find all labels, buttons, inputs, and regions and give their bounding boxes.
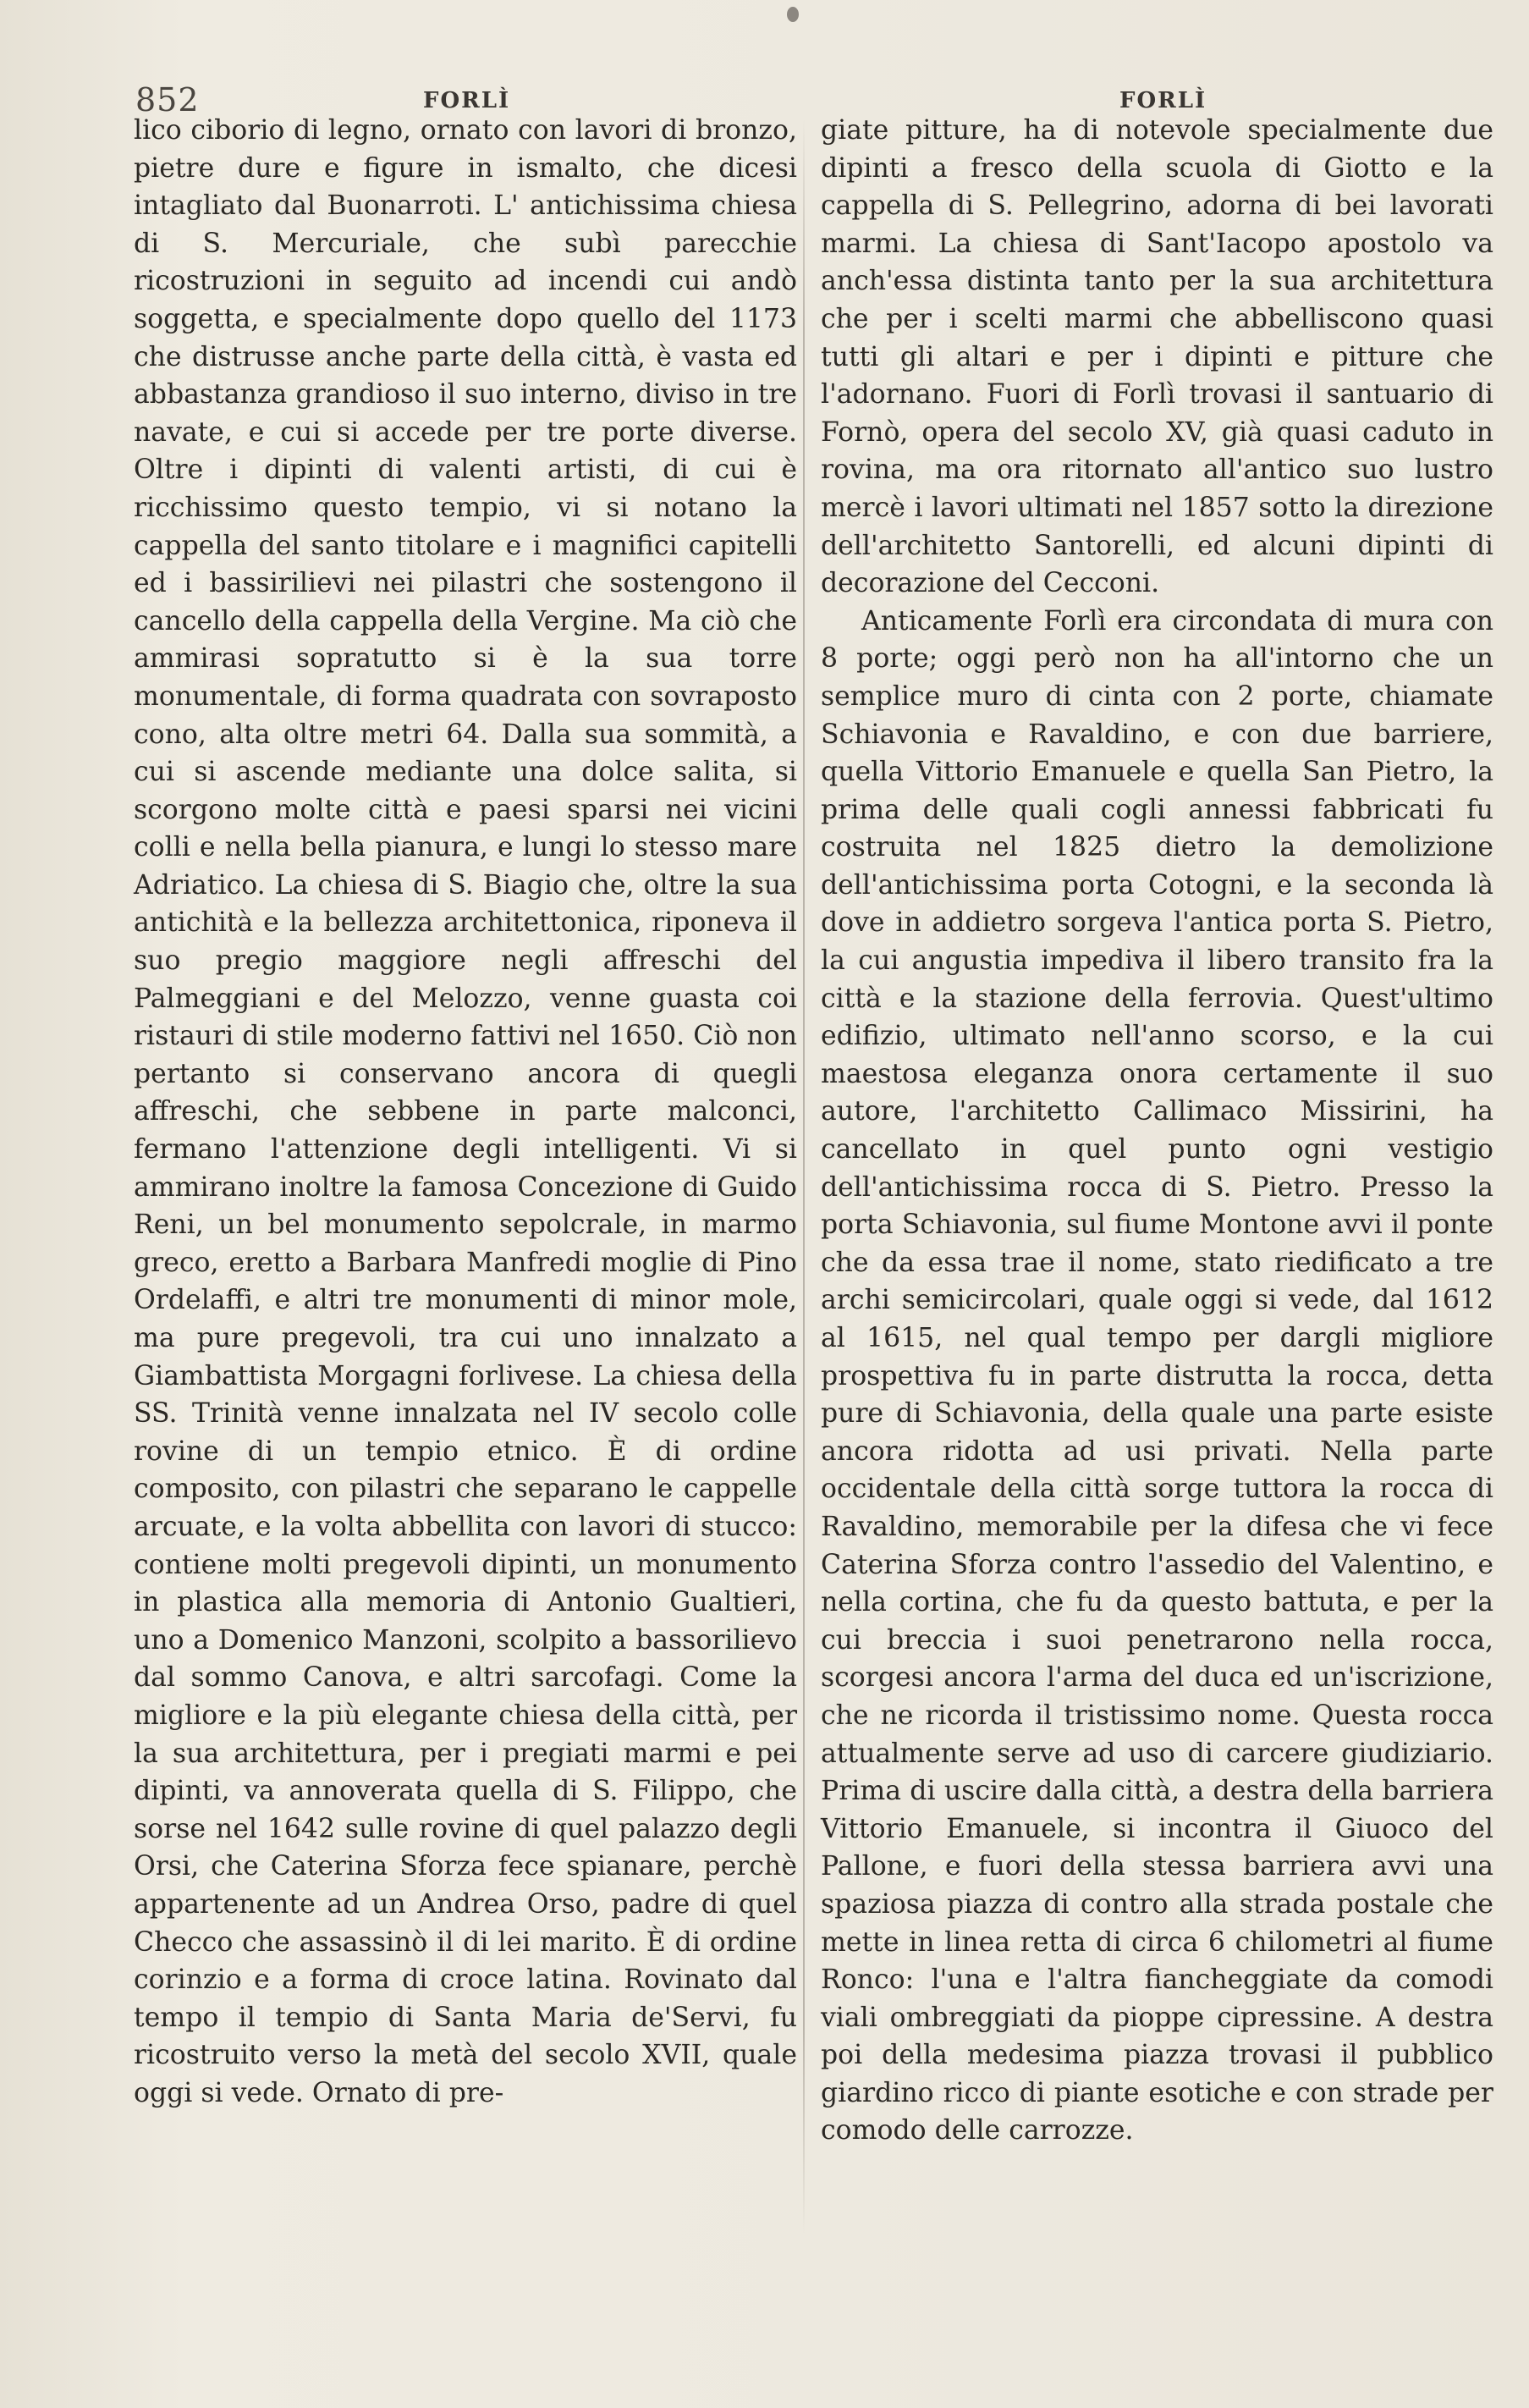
left-column <box>134 112 797 2112</box>
right-paragraph-2: Anticamente Forlì era circondata di mura con 8 porte; oggi però non ha all'intorno che un semplice muro di cinta con 2 porte, chiamate Schiavonia e Ravaldino, e con due barriere, quella Vittorio Emanuele e quella San Pietro, la prima delle quali cogli annessi fabbricati fu costruita nel 1825 dietro la demolizione dell'antichissima porta Cotogni, e la seconda là dove in addietro sorgeva l'antica porta S. Pietro, la cui angustia impediva il libero transito fra la città e la stazione della ferrovia. Quest'ultimo edifizio, ultimato nell'anno scorso, e la cui maestosa eleganza onora certamente il suo autore, l'architetto Callimaco Missirini, ha cancellato in quel punto ogni vestigio dell'antichissima rocca di S. Pietro. Presso la porta Schiavonia, sul fiume Montone avvi il ponte che da essa trae il nome, stato riedificato a tre archi semicircolari, quale oggi si vede, dal 1612 al 1615, nel qual tempo per dargli migliore prospettiva fu in parte distrutta la rocca, detta pure di Schiavonia, della quale una parte esiste ancora ridotta ad usi privati. Nella parte occidentale della città sorge tuttora la rocca di Ravaldino, memorabile per la difesa che vi fece Caterina Sforza contro l'assedio del Valentino, e nella cortina, che fu da questo battuta, e per la cui breccia i suoi penetrarono nella rocca, scorgesi ancora l'arma del duca ed un'iscrizione, che ne ricorda il tristissimo nome. Questa rocca attualmente serve ad uso di carcere giudiziario. Prima di uscire dalla città, a destra della barriera Vittorio Emanuele, si incontra il Giuoco del Pallone, e fuori della stessa barriera avvi una spaziosa piazza di contro alla strada postale che mette in linea retta di circa 6 chilometri al fiume Ronco: l'una e l'altra fiancheggiate da comodi viali ombreggiati da pioppe cipressine. A destra poi della medesima piazza trovasi il pubblico giardino ricco di piante esotiche e con strade per comodo delle carrozze. <box>821 605 1493 2146</box>
running-head-left: FORLÌ <box>423 88 511 113</box>
ink-smudge <box>787 7 799 22</box>
right-column <box>821 112 1493 2150</box>
column-gutter <box>803 118 805 2234</box>
right-paragraph-1: giate pitture, ha di notevole specialmente due dipinti a fresco della scuola di Giotto e la cappella di S. Pellegrino, adorna di bei lavorati marmi. La chiesa di Sant'Iacopo apostolo va anch'essa distinta tanto per la sua architettura che per i scelti marmi che abbelliscono quasi tutti gli altari e per i dipinti e pitture che l'adornano. Fuori di Forlì trovasi il santuario di Fornò, opera del secolo XV, già quasi caduto in rovina, ma ora ritornato all'antico suo lustro mercè i lavori ultimati nel 1857 sotto la direzione dell'architetto Santorelli, ed alcuni dipinti di decorazione del Cecconi. <box>821 115 1493 599</box>
page-number: 852 <box>135 81 200 118</box>
left-paragraph-1: lico ciborio di legno, ornato con lavori di bronzo, pietre dure e figure in ismalto, che dicesi intagliato dal Buonarroti. L' antichissima chiesa di S. Mercuriale, che subì parecchie ricostruzioni in seguito ad incendi cui andò soggetta, e specialmente dopo quello del 1173 che distrusse anche parte della città, è vasta ed abbastanza grandioso il suo interno, diviso in tre navate, e cui si accede per tre porte diverse. Oltre i dipinti di valenti artisti, di cui è ricchissimo questo tempio, vi si notano la cappella del santo titolare e i magnifici capitelli ed i bassirilievi nei pilastri che sostengono il cancello della cappella della Vergine. Ma ciò che ammirasi sopratutto si è la sua torre monumentale, di forma quadrata con sovraposto cono, alta oltre metri 64. Dalla sua sommità, a cui si ascende mediante una dolce salita, si scorgono molte città e paesi sparsi nei vicini colli e nella bella pianura, e lungi lo stesso mare Adriatico. La chiesa di S. Biagio che, oltre la sua antichità e la bellezza architettonica, riponeva il suo pregio maggiore negli affreschi del Palmeggiani e del Melozzo, venne guasta coi ristauri di stile moderno fattivi nel 1650. Ciò non pertanto si conservano ancora di quegli affreschi, che sebbene in parte malconci, fermano l'attenzione degli intelligenti. Vi si ammirano inoltre la famosa Concezione di Guido Reni, un bel monumento sepolcrale, in marmo greco, eretto a Barbara Manfredi moglie di Pino Ordelaffi, e altri tre monumenti di minor mole, ma pure pregevoli, tra cui uno innalzato a Giambattista Morgagni forlivese. La chiesa della SS. Trinità venne innalzata nel IV secolo colle rovine di un tempio etnico. È di ordine composito, con pilastri che separano le cappelle arcuate, e la volta abbellita con lavori di stucco: contiene molti pregevoli dipinti, un monumento in plastica alla memoria di Antonio Gualtieri, uno a Domenico Manzoni, scolpito a bassorilievo dal sommo Canova, e altri sarcofagi. Come la migliore e la più elegante chiesa della città, per la sua architettura, per i pregiati marmi e pei dipinti, va annoverata quella di S. Filippo, che sorse nel 1642 sulle rovine di quel palazzo degli Orsi, che Caterina Sforza fece spianare, perchè appartenente ad un Andrea Orso, padre di quel Checco che assassinò il di lei marito. È di ordine corinzio e a forma di croce latina. Rovinato dal tempo il tempio di Santa Maria de'Servi, fu ricostruito verso la metà del secolo XVII, quale oggi si vede. Ornato di pre- <box>134 115 797 2108</box>
running-head-right: FORLÌ <box>1119 88 1207 113</box>
